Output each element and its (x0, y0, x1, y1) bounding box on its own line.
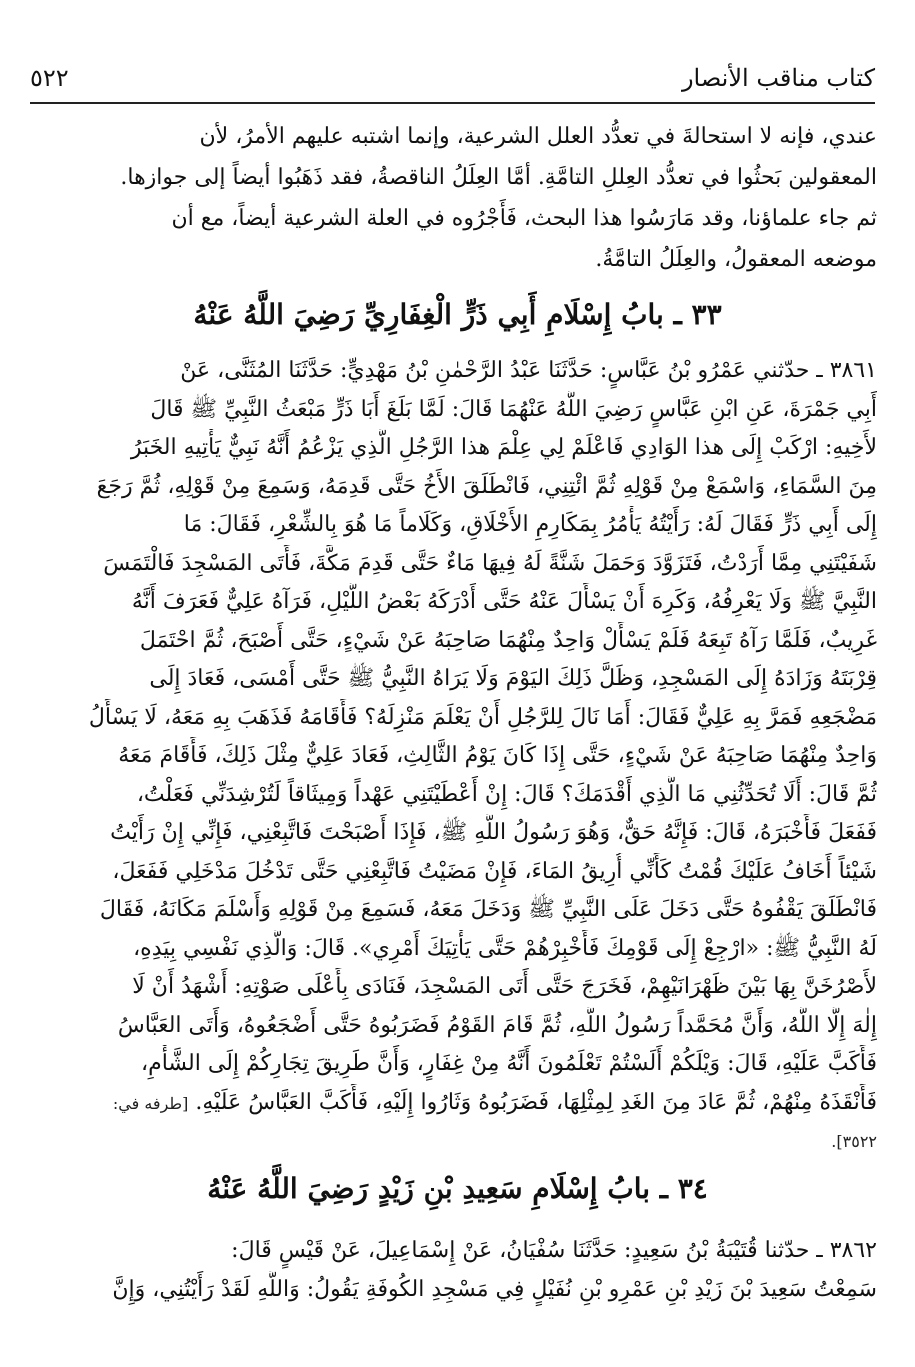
hadith-line-text: فَأَنْقَذَهُ مِنْهُمْ، ثُمَّ عَادَ مِنَ الغَدِ لِمِثْلِهَا، فَضَرَبُوهُ وَثَارُوا إِلَيْهِ، فَأَكَبَّ العَبَّاسُ عَلَيْهِ. (195, 1089, 877, 1115)
hadith-line: شَفَيْتَنِي مِمَّا أَرَدْتُ، فَتَزَوَّدَ وَحَمَلَ شَنَّةً لَهُ فِيهَا مَاءٌ حَتَّى قَدِمَ مَكَّةَ، فَأَتَى المَسْجِدَ فَالْتَمَسَ (103, 550, 877, 576)
cross-reference: [طرفه في: (112, 1093, 189, 1113)
hadith-line: فَأَكَبَّ عَلَيْهِ، قَالَ: وَيْلَكُمْ أَلَسْتُمْ تَعْلَمُونَ أَنَّهُ مِنْ غِفَارٍ، وَأَنَّ طَرِيقَ تِجَارِكُمْ إِلَى الشَّأْمِ، (141, 1051, 877, 1076)
hadith-line: إِلَى أَبِي ذَرٍّ فَقَالَ لَهُ: رَأَيْتُهُ يَأْمُرُ بِمَكَارِمِ الأَخْلَاقِ، وَكَلَاماً مَا هُوَ بِالشِّعْرِ، فَقَالَ: مَا (183, 512, 877, 537)
hadith-line: سَمِعْتُ سَعِيدَ بْنَ زَيْدِ بْنِ عَمْرِو بْنِ نُفَيْلٍ فِي مَسْجِدِ الكُوفَةِ يَقُولُ: وَاللَّهِ لَقَدْ رَأَيْتُنِي، وَإِنَّ (112, 1276, 877, 1302)
hadith-line: ٣٨٦١ ـ حدّثني عَمْرُو بْنُ عَبَّاسٍ: حَدَّثَنَا عَبْدُ الرَّحْمٰنِ بْنُ مَهْدِيٍّ: حَدَّثَنَا المُثَنَّى، عَنْ (180, 358, 877, 383)
intro-line: موضعه المعقولُ، والعِلَلُ التامَّةُ. (595, 247, 877, 272)
hadith-line: لأَصْرُخَنَّ بِهَا بَيْنَ ظَهْرَانَيْهِمْ، فَخَرَجَ حَتَّى أَتَى المَسْجِدَ، فَنَادَى بِأَعْلَى صَوْتِهِ: أَشْهَدُ أَنْ لَا (132, 974, 877, 999)
hadith-line: وَاحِدٌ مِنْهُمَا صَاحِبَهُ عَنْ شَيْءٍ، حَتَّى إِذَا كَانَ يَوْمُ الثَّالِثِ، فَعَادَ عَلِيٌّ مِثْلَ ذَلِكَ، فَأَقَامَ مَعَهُ (118, 743, 877, 768)
hadith-line: النَّبِيَّ ﷺ وَلَا يَعْرِفُهُ، وَكَرِهَ أَنْ يَسْأَلَ عَنْهُ حَتَّى أَدْرَكَهُ بَعْضُ اللَّيْلِ، فَرَآهُ عَلِيٌّ فَعَرَفَ أَنَّهُ (131, 589, 877, 614)
intro-line: المعقولين بَحثُوا في تعدُّد العِللِ التامَّةِ. أمَّا العِلَلُ الناقصةُ، فقد ذَهَبُوا أيضاً إلى جوازها. (120, 165, 877, 190)
book-title: كتاب مناقب الأنصار (681, 64, 875, 92)
hadith-3861 (38, 352, 877, 1161)
hadith-line: قِرْبَتَهُ وَزَادَهُ إِلَى المَسْجِدِ، وَظَلَّ ذَلِكَ اليَوْمَ وَلَا يَرَاهُ النَّبِيُّ ﷺ حَتَّى أَمْسَى، فَعَادَ إِلَى (149, 666, 877, 691)
page-header (30, 58, 875, 104)
hadith-line: إِلٰهَ إِلَّا اللَّهُ، وَأَنَّ مُحَمَّداً رَسُولُ اللَّهِ، ثُمَّ قَامَ القَوْمُ فَضَرَبُوهُ حَتَّى أَضْجَعُوهُ، وَأَتَى العَبَّاسُ (117, 1012, 877, 1038)
hadith-line (38, 1084, 877, 1123)
hadith-line: شَيْئاً أَخَافُ عَلَيْكَ قُمْتُ كَأَنِّي أُرِيقُ المَاءَ، فَإِنْ مَضَيْتُ فَاتَّبِعْنِي حَتَّى تَدْخُلَ مَدْخَلِي فَفَعَلَ، (112, 858, 877, 884)
hadith-line: لأَخِيهِ: ارْكَبْ إِلَى هذا الوَادِي فَاعْلَمْ لِي عِلْمَ هذا الرَّجُلِ الَّذِي يَزْعُمُ أَنَّهُ نَبِيٌّ يَأْتِيهِ الخَبَرُ (130, 435, 877, 460)
hadith-line: أَبِي جَمْرَةَ، عَنِ ابْنِ عَبَّاسٍ رَضِيَ اللَّهُ عَنْهُمَا قَالَ: لَمَّا بَلَغَ أَبَا ذَرٍّ مَبْعَثُ النَّبِيِّ ﷺ قَالَ (150, 396, 877, 422)
intro-line: ثم جاء علماؤنا، وقد مَارَسُوا هذا البحث، فَأَجْرُوه في العلة الشرعية أيضاً، مع أن (171, 206, 877, 231)
chapter-34-heading: ٣٤ ـ بابُ إِسْلَامِ سَعِيدِ بْنِ زَيْدٍ رَضِيَ اللَّهُ عَنْهُ (207, 1172, 708, 1205)
intro-line: عندي، فإنه لا استحالةَ في تعدُّد العلل الشرعية، وإنما اشتبه عليهم الأمرُ، لأن (199, 124, 877, 149)
hadith-line (38, 1122, 877, 1161)
cross-reference-number: ٣٥٢٢]. (831, 1132, 877, 1151)
page-number: ٥٢٢ (30, 64, 69, 92)
hadith-3862 (38, 1232, 877, 1309)
hadith-line: مِنَ السَّمَاءِ، وَاسْمَعْ مِنْ قَوْلِهِ ثُمَّ ائْتِنِي، فَانْطَلَقَ الأَخُ حَتَّى قَدِمَهُ، وَسَمِعَ مِنْ قَوْلِهِ، ثُمَّ رَجَعَ (96, 473, 877, 499)
hadith-line: ٣٨٦٢ ـ حدّثنا قُتَيْبَةُ بْنُ سَعِيدٍ: حَدَّثَنَا سُفْيَانُ، عَنْ إِسْمَاعِيلَ، عَنْ قَيْسٍ قَالَ: (231, 1238, 877, 1263)
chapter-33-heading: ٣٣ ـ بابُ إِسْلَامِ أَبِي ذَرٍّ الْغِفَارِيِّ رَضِيَ اللَّهُ عَنْهُ (193, 298, 722, 331)
hadith-line: فَانْطَلَقَ يَقْفُوهُ حَتَّى دَخَلَ عَلَى النَّبِيِّ ﷺ وَدَخَلَ مَعَهُ، فَسَمِعَ مِنْ قَوْلِهِ وَأَسْلَمَ مَكَانَهُ، فَقَالَ (99, 897, 877, 922)
hadith-line: مَضْجَعِهِ فَمَرَّ بِهِ عَلِيٌّ فَقَالَ: أَمَا نَالَ لِلرَّجُلِ أَنْ يَعْلَمَ مَنْزِلَهُ؟ فَأَقَامَهُ فَذَهَبَ بِهِ مَعَهُ، لَا يَسْأَلُ (88, 704, 877, 730)
hadith-line: ثُمَّ قَالَ: أَلَا تُحَدِّثُنِي مَا الَّذِي أَقْدَمَكَ؟ قَالَ: إِنْ أَعْطَيْتَنِي عَهْداً وَمِيثَاقاً لَتُرْشِدَنِّي فَعَلْتُ، (136, 781, 877, 807)
intro-paragraph (38, 116, 877, 280)
hadith-line: غَرِيبٌ، فَلَمَّا رَآهُ تَبِعَهُ فَلَمْ يَسْأَلْ وَاحِدٌ مِنْهُمَا صَاحِبَهُ عَنْ شَيْءٍ، حَتَّى أَصْبَحَ، ثُمَّ احْتَمَلَ (139, 627, 877, 653)
hadith-line: فَفَعَلَ فَأَخْبَرَهُ، قَالَ: فَإِنَّهُ حَقٌّ، وَهُوَ رَسُولُ اللَّهِ ﷺ، فَإِذَا أَصْبَحْتَ فَاتَّبِعْنِي، فَإِنِّي إِنْ رَأَيْتُ (110, 820, 877, 845)
hadith-line: لَهُ النَّبِيُّ ﷺ: «ارْجِعْ إِلَى قَوْمِكَ فَأَخْبِرْهُمْ حَتَّى يَأْتِيَكَ أَمْرِي». قَالَ: وَالَّذِي نَفْسِي بِيَدِهِ، (133, 935, 877, 961)
